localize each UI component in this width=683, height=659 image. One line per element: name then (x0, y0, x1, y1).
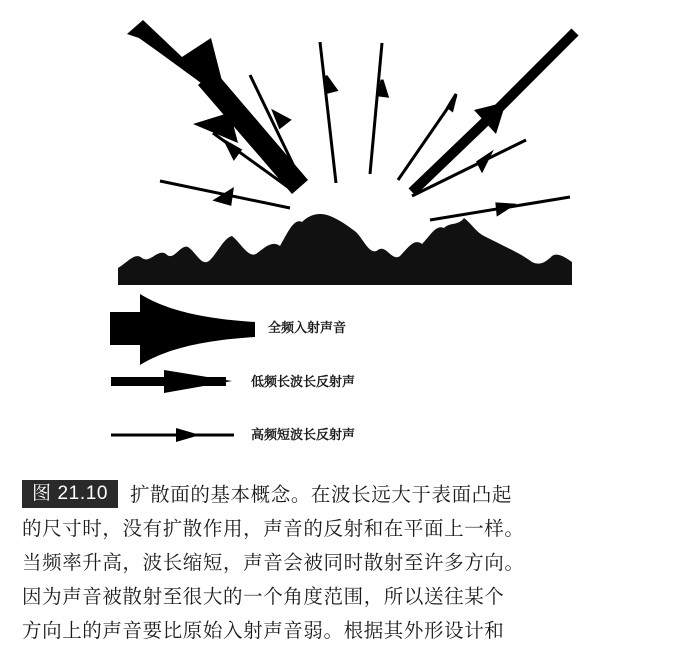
caption-line-4: 因为声音被散射至很大的一个角度范围，所以送往某个 (22, 585, 505, 608)
caption-line-3: 当频率升高，波长缩短，声音会被同时散射至许多方向。 (22, 551, 525, 574)
legend-low-symbol (111, 370, 232, 393)
figure-caption (22, 478, 672, 648)
caption-line-1 (22, 478, 672, 512)
legend-low-label: 低频长波长反射声 (251, 375, 356, 390)
caption-line-5: 方向上的声音要比原始入射声音弱。根据其外形设计和 (22, 619, 505, 642)
diffusing-surface (118, 214, 572, 285)
caption-line-1-text: 扩散面的基本概念。在波长远大于表面凸起 (130, 483, 512, 506)
legend-full-label: 全频入射声音 (268, 321, 347, 336)
legend-high-label: 高频短波长反射声 (251, 428, 356, 443)
caption-line-2: 的尺寸时，没有扩散作用，声音的反射和在平面上一样。 (22, 517, 525, 540)
reflection-arrow-low (412, 32, 575, 192)
figure-number-badge: 图 21.10 (22, 480, 118, 508)
legend-high-symbol (111, 428, 234, 442)
legend-full-symbol (110, 294, 255, 365)
